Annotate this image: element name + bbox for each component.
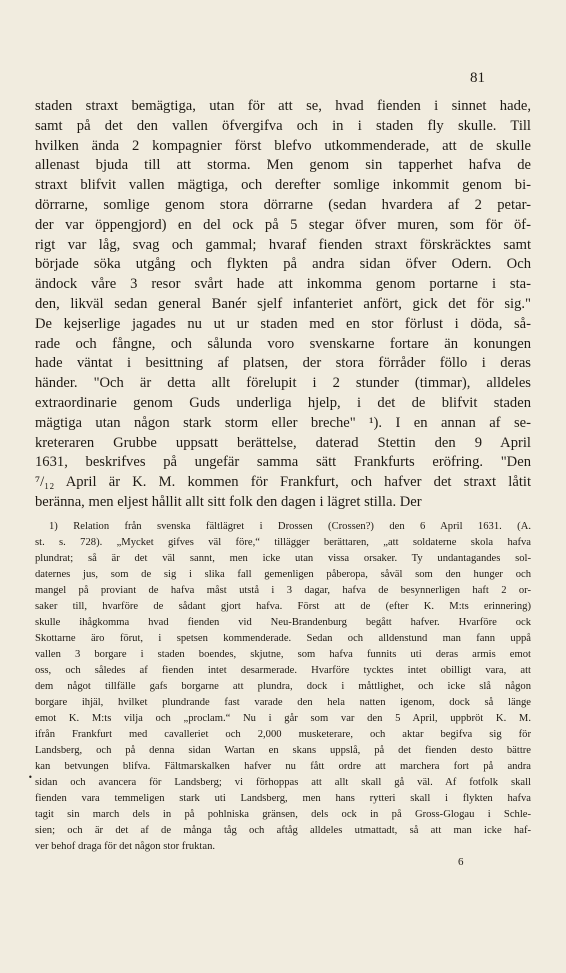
text-line: mägtiga utan någon stark storm eller breche" ¹). I en annan af se- (35, 414, 531, 431)
footnote-line: 1) Relation från svenska fältlägret i Drossen (Crossen?) den 6 April 1631. (A. (49, 521, 531, 532)
text-line: ändock våre 3 resor svårt hade att inkomma genom portarne i sta- (35, 276, 531, 293)
text-line: rigt var låg, svag och gammal; hvaraf fienden straxt förskräcktes samt (35, 236, 531, 253)
text-line: hvilken ända 2 kompagnier först blefvo utkommenderade, att de skulle (35, 137, 531, 154)
footnote-line: saker till, hvarföre de sådant gjort hafva. Först att de (efter K. M:ts erinnering) (35, 601, 531, 612)
footnote (35, 519, 531, 855)
footnote-line: ifrån Frankfurt med cavalleriet och 2,000 musketerare, och aktar begifva sig för (35, 729, 531, 740)
footnote-line: borgare ihjäl, hvilket plundrande fast varade den hela natten igenom, dock så länge (35, 697, 531, 708)
footnote-line: vallen 3 borgare i staden boendes, skjutne, som hafva funnits uti deras armis emot (35, 649, 531, 660)
text-line: dörrarne, somlige genom stora dörrarne (sedan hvardera af 2 petar- (35, 196, 531, 213)
footnote-line: plundrat; så är det väl sannt, men icke utan vissa orsaker. Ty undantagandes sol- (35, 553, 531, 564)
footnote-line: dem något tillfälle gafs borgarne att plundra, dock i måttlighet, och icke slå någon (35, 681, 531, 692)
footnote-line: st. s. 728). „Mycket gifves väl före,“ tillägger berättaren, „att soldaterne skola hafva (35, 537, 531, 548)
footnote-line: kan betvungen blifva. Fältmarskalken hafver nu fått ordre att marchera fort på andra (35, 761, 531, 772)
text-line: der var öppengjord) en del ock på 5 stegar öfver muren, som för öf- (35, 216, 531, 233)
signature-mark: 6 (458, 856, 464, 868)
text-line: kreteraren Grubbe uppsatt berättelse, daterad Stettin den 9 April (35, 434, 531, 451)
text-line: händer. "Och är detta allt förelupit i 2 stunder (timmar), alldeles (35, 375, 531, 392)
text-line: hade väntat i besittning af platsen, der stora förråder föllo i deras (35, 355, 531, 372)
text-line: extraordinarie genom Guds underliga hjelp, i det de blifvit staden (35, 394, 531, 411)
footnote-line: fienden vara temmeligen stark uti Landsberg, men hans rytteri skall i flykten hafva (35, 793, 531, 804)
text-line: började söka utgång och flykten på andra sidan öfver Odern. Och (35, 256, 531, 273)
footnote-line: Landsberg, och på denna sidan Wartan en skans uppslå, på det fienden desto bättre (35, 745, 531, 756)
text-line: staden straxt bemägtiga, utan för att se, hvad fienden i sinnet hade, (35, 98, 531, 114)
text-line: samt på det den vallen öfvergifva och in i staden fly skulle. Till (35, 117, 531, 134)
footnote-line: daternes jus, som de sig i slika fall gemenligen påberopa, såväl som den hunger och (35, 569, 531, 580)
margin-mark: • (28, 773, 33, 782)
footnote-line: ver behof draga för det någon stor fruktan. (35, 841, 216, 852)
text-line: rade och fångne, och sålunda voro svenskarne fortare än konungen (35, 335, 531, 352)
page-number: 81 (470, 70, 485, 86)
text-line: De kejserlige jagades nu ut ur staden med en stor förlust i döda, så- (35, 315, 531, 332)
text-line: den, likväl sedan general Banér sjelf infanteriet anfört, gick det för sig." (35, 295, 531, 312)
footnote-line: emot K. M:ts vilja och „proclam.“ Nu i går som var den 5 April, uppbröt K. M. (35, 713, 531, 724)
footnote-line: skulle ihågkomma hvad fienden vid Neu-Brandenburg begått hafver. Hvarföre ock (35, 617, 531, 628)
main-text (35, 97, 531, 513)
text-line: allenast bjuda till att storma. Men genom sin tapperhet hafva de (35, 157, 531, 174)
text-line: straxt blifvit vallen mägtiga, och derefter somlige inkommit genom bi- (35, 177, 531, 194)
footnote-line: sidan och avancera för Landsberg; vi förhoppas att allt skall gå väl. Af fotfolk skall (35, 777, 531, 788)
text-line: ⁷/₁₂ April är K. M. kommen för Frankfurt, och hafver det straxt låtit (35, 474, 531, 491)
text-line: 1631, beskrifves på ungefär samma sätt Frankfurts eröfring. "Den (35, 454, 531, 471)
footnote-line: tagit sin march dels in på pohlniska gränsen, dels ock in på Gross-Glogau i Schle- (35, 809, 531, 820)
text-line: beränna, men eljest hållit allt sitt folk den dagen i lägret stilla. Der (35, 493, 422, 510)
footnote-line: sien; och är det af de många tåg och aftåg alldeles utmattadt, så att man icke haf- (35, 825, 531, 836)
footnote-line: oss, och således af fienden intet desarmerade. Hvarföre tycktes intet obilligt vara, att (35, 665, 531, 676)
footnote-line: Skottarne äro förut, i spetsen kommenderade. Sedan och alldenstund man fann uppå (35, 633, 531, 644)
footnote-line: mangel på proviant de hafva måst utstå i 3 dagar, hafva de besynnerligen haft 2 or- (35, 585, 531, 596)
